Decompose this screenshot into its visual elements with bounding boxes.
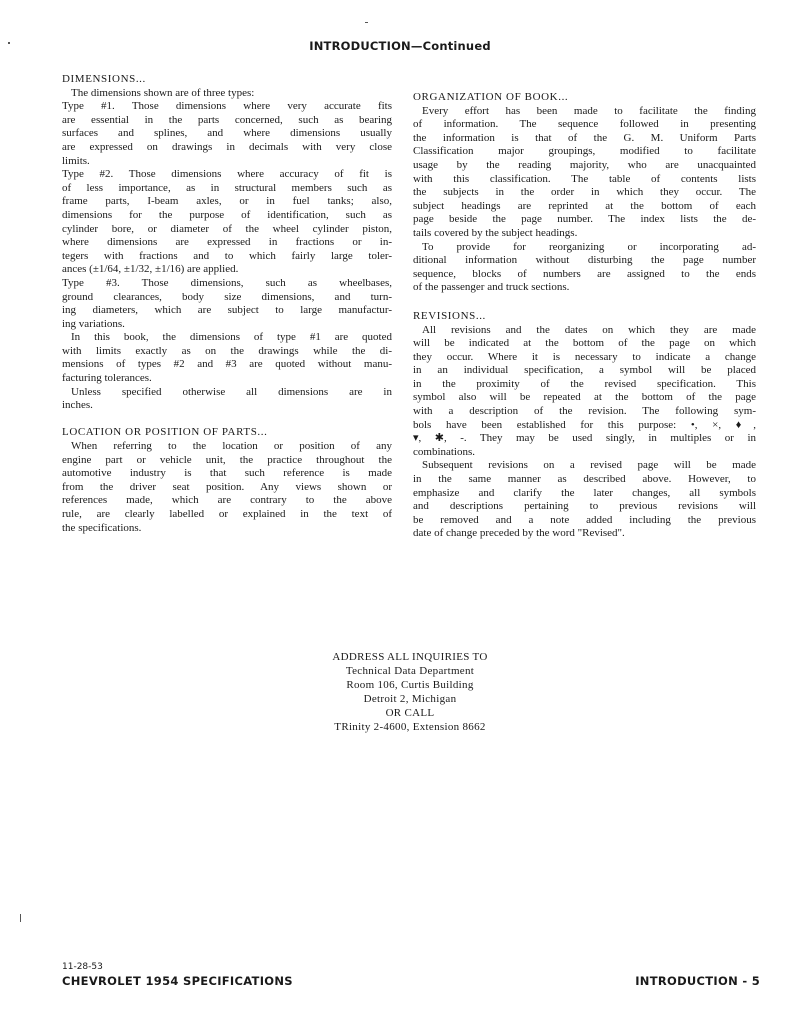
text-line: tegers with fractions and to which fairly large toler- (62, 249, 392, 262)
section-heading: LOCATION OR POSITION OF PARTS... (62, 426, 268, 439)
text-line: mensions of types #2 and #3 are quoted without manu- (62, 358, 392, 371)
footer-page-number: INTRODUCTION - 5 (635, 974, 760, 988)
text-line: with limits exactly as on the drawings while the di- (62, 344, 392, 357)
text-line: the information is that of the G. M. Uniform Parts (413, 131, 756, 144)
text-line: usage by the reading majority, who are unacquainted (413, 158, 756, 171)
text-line: in an individual specification, a symbol will be placed (413, 364, 756, 377)
text-line: they occur. Where it is necessary to indicate a change (413, 350, 756, 363)
text-line: are expressed on drawings in decimals with very close (62, 140, 392, 153)
left-column (62, 73, 392, 535)
text-line: Classification major groupings, modified to facilitate (413, 145, 756, 158)
address-line: Technical Data Department (345, 665, 475, 677)
paragraph (62, 168, 392, 277)
text-line: the specifications. (62, 521, 142, 534)
text-line: ing variations. (62, 317, 125, 330)
paragraph (413, 241, 756, 295)
section-heading: REVISIONS... (413, 309, 486, 322)
text-line: of information. The sequence followed in presenting (413, 118, 756, 131)
text-line: date of change preceded by the word "Revised". (413, 527, 625, 540)
text-line: page beside the page number. The index lists the de- (413, 213, 756, 226)
text-line: subject headings are reprinted at the bottom of each (413, 199, 756, 212)
text-line: sequence, blocks of numbers are assigned to the ends (413, 267, 756, 280)
text-line: limits. (62, 154, 90, 167)
paragraph (62, 100, 392, 168)
text-line: are essential in the parts concerned, such as bearing (62, 113, 392, 126)
text-line: To provide for reorganizing or incorporating ad- (422, 240, 756, 253)
scan-speck (8, 42, 10, 44)
paragraph (413, 324, 756, 460)
text-line: In this book, the dimensions of type #1 are quoted (71, 331, 392, 344)
text-line: dimensions for the purpose of identification, such as (62, 208, 392, 221)
text-line: engine part or vehicle unit, the practice throughout the (62, 453, 392, 466)
text-line: ground clearances, body size dimensions, and turn- (62, 290, 392, 303)
address-block (300, 650, 520, 734)
text-line: Type #3. Those dimensions, such as wheelbases, (62, 276, 392, 289)
page-header-title: INTRODUCTION—Continued (309, 39, 491, 53)
paragraph (62, 277, 392, 331)
text-line: be removed and a note added including the previous (413, 513, 756, 526)
scan-speck (20, 914, 21, 922)
text-line: ing diameters, which are subject to large manufactur- (62, 304, 392, 317)
section-spacer (62, 413, 392, 427)
text-line: facturing tolerances. (62, 372, 152, 385)
address-line: TRinity 2-4600, Extension 8662 (334, 721, 486, 733)
text-line: All revisions and the dates on which they are made (422, 323, 756, 336)
address-line: ADDRESS ALL INQUIRIES TO (332, 651, 488, 663)
text-line: surfaces and splines, and where dimensions usually (62, 127, 392, 140)
text-line: bols have been established for this purpose: •, ×, ♦, (413, 418, 756, 431)
text-line: in the same manner as described above. However, to (413, 473, 756, 486)
text-line: ances (±1/64, ±1/32, ±1/16) are applied. (62, 263, 239, 276)
paragraph (62, 87, 392, 101)
scan-speck (365, 22, 368, 23)
text-line: from the driver seat position. Any views shown or (62, 480, 392, 493)
text-line: and descriptions pertaining to previous revisions will (413, 500, 756, 513)
paragraph (62, 331, 392, 385)
address-line: Room 106, Curtis Building (346, 679, 474, 691)
text-line: cylinder bore, or diameter of the wheel cylinder piston, (62, 222, 392, 235)
section-heading: DIMENSIONS... (62, 73, 146, 85)
text-line: Unless specified otherwise all dimensions are in (71, 385, 392, 398)
text-line: of the passenger and truck sections. (413, 281, 570, 294)
section-heading: ORGANIZATION OF BOOK... (413, 91, 569, 103)
text-line: in the proximity of the revised specification. This (413, 377, 756, 390)
footer-date: 11-28-53 (62, 962, 103, 972)
text-line: of less importance, as in structural members such as (62, 181, 392, 194)
paragraph (413, 459, 756, 541)
text-line: inches. (62, 399, 93, 412)
text-line: will be indicated at the bottom of the page on which (413, 337, 756, 350)
text-line: the subjects in the order in which they occur. The (413, 186, 756, 199)
text-line: The dimensions shown are of three types: (71, 86, 255, 99)
text-line: Subsequent revisions on a revised page will be made (422, 459, 756, 472)
section-spacer (413, 295, 756, 310)
address-line: Detroit 2, Michigan (363, 693, 457, 705)
right-column (413, 91, 756, 541)
paragraph (62, 386, 392, 413)
text-line: references made, which are contrary to the above (62, 494, 392, 507)
text-line: ▾, ✱, -. They may be used singly, in multiples or in (413, 432, 756, 445)
text-line: with this classification. The table of contents lists (413, 172, 756, 185)
text-line: Every effort has been made to facilitate the finding (422, 104, 756, 117)
address-line: OR CALL (385, 707, 435, 719)
text-line: emphasize and clarify the later changes, all symbols (413, 486, 756, 499)
text-line: with a description of the revision. The following sym- (413, 405, 756, 418)
text-line: tails covered by the subject headings. (413, 226, 578, 239)
text-line: rule, are clearly labelled or explained in the text of (62, 508, 392, 520)
paragraph (62, 440, 392, 535)
text-line: combinations. (413, 445, 476, 458)
text-line: symbol also will be repeated at the bottom of the page (413, 391, 756, 404)
text-line: automotive industry is that such reference is made (62, 467, 392, 480)
text-line: frame parts, I-beam axles, or in fuel tanks; also, (62, 195, 392, 208)
footer-publication: CHEVROLET 1954 SPECIFICATIONS (62, 974, 293, 988)
text-line: where dimensions are expressed in fractions or in- (62, 236, 392, 249)
text-line: ditional information without disturbing the page number (413, 254, 756, 267)
text-line: When referring to the location or position of any (71, 440, 392, 453)
paragraph (413, 105, 756, 241)
text-line: Type #2. Those dimensions where accuracy of fit is (62, 168, 392, 181)
text-line: Type #1. Those dimensions where very accurate fits (62, 100, 392, 113)
